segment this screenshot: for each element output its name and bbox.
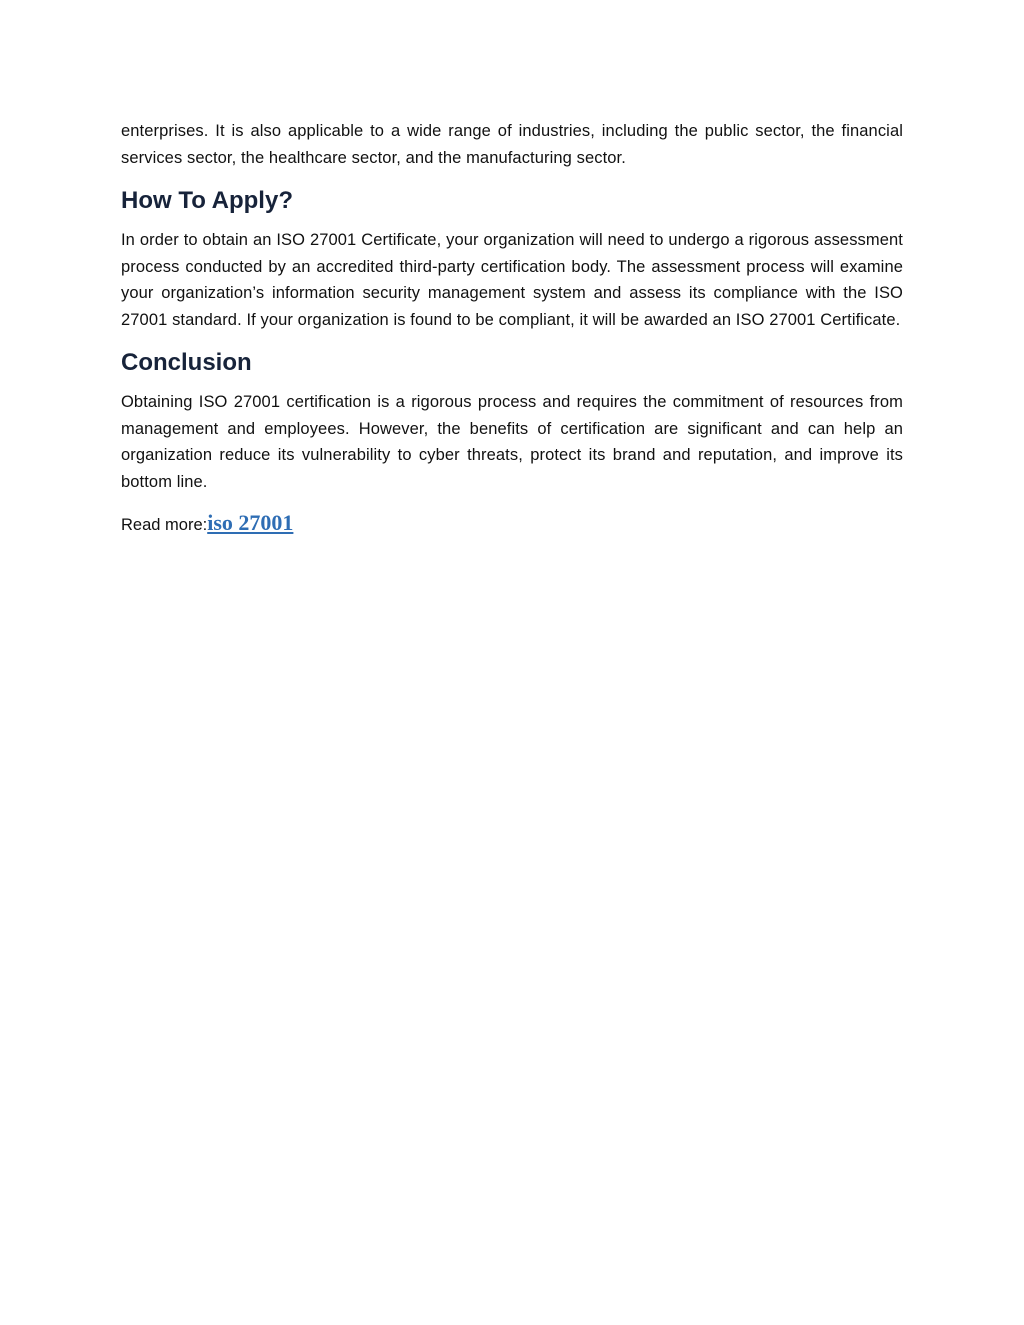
iso-27001-link[interactable]: iso 27001 — [207, 510, 294, 535]
read-more-label: Read more: — [121, 516, 208, 534]
how-to-apply-paragraph: In order to obtain an ISO 27001 Certificate, your organization will need to undergo a rigorous assessment process conducted by an accredited third-party certification body. The assessment process will examine your organization’s information security management system and assess its compliance with the ISO 27001 standard. If your organization is found to be compliant, it will be awarded an ISO 27001 Certificate. — [121, 231, 903, 329]
read-more-line — [121, 509, 903, 539]
intro-paragraph: enterprises. It is also applicable to a wide range of industries, including the public sector, the financial services sector, the healthcare sector, and the manufacturing sector. — [121, 122, 903, 167]
document-page — [121, 118, 903, 539]
how-to-apply-heading: How To Apply? — [121, 187, 293, 214]
conclusion-paragraph: Obtaining ISO 27001 certification is a rigorous process and requires the commitment of resources from management and employees. However, the benefits of certification are significant and can help an organization reduce its vulnerability to cyber threats, protect its brand and reputation, and improve its bottom line. — [121, 393, 903, 491]
conclusion-heading: Conclusion — [121, 349, 252, 376]
